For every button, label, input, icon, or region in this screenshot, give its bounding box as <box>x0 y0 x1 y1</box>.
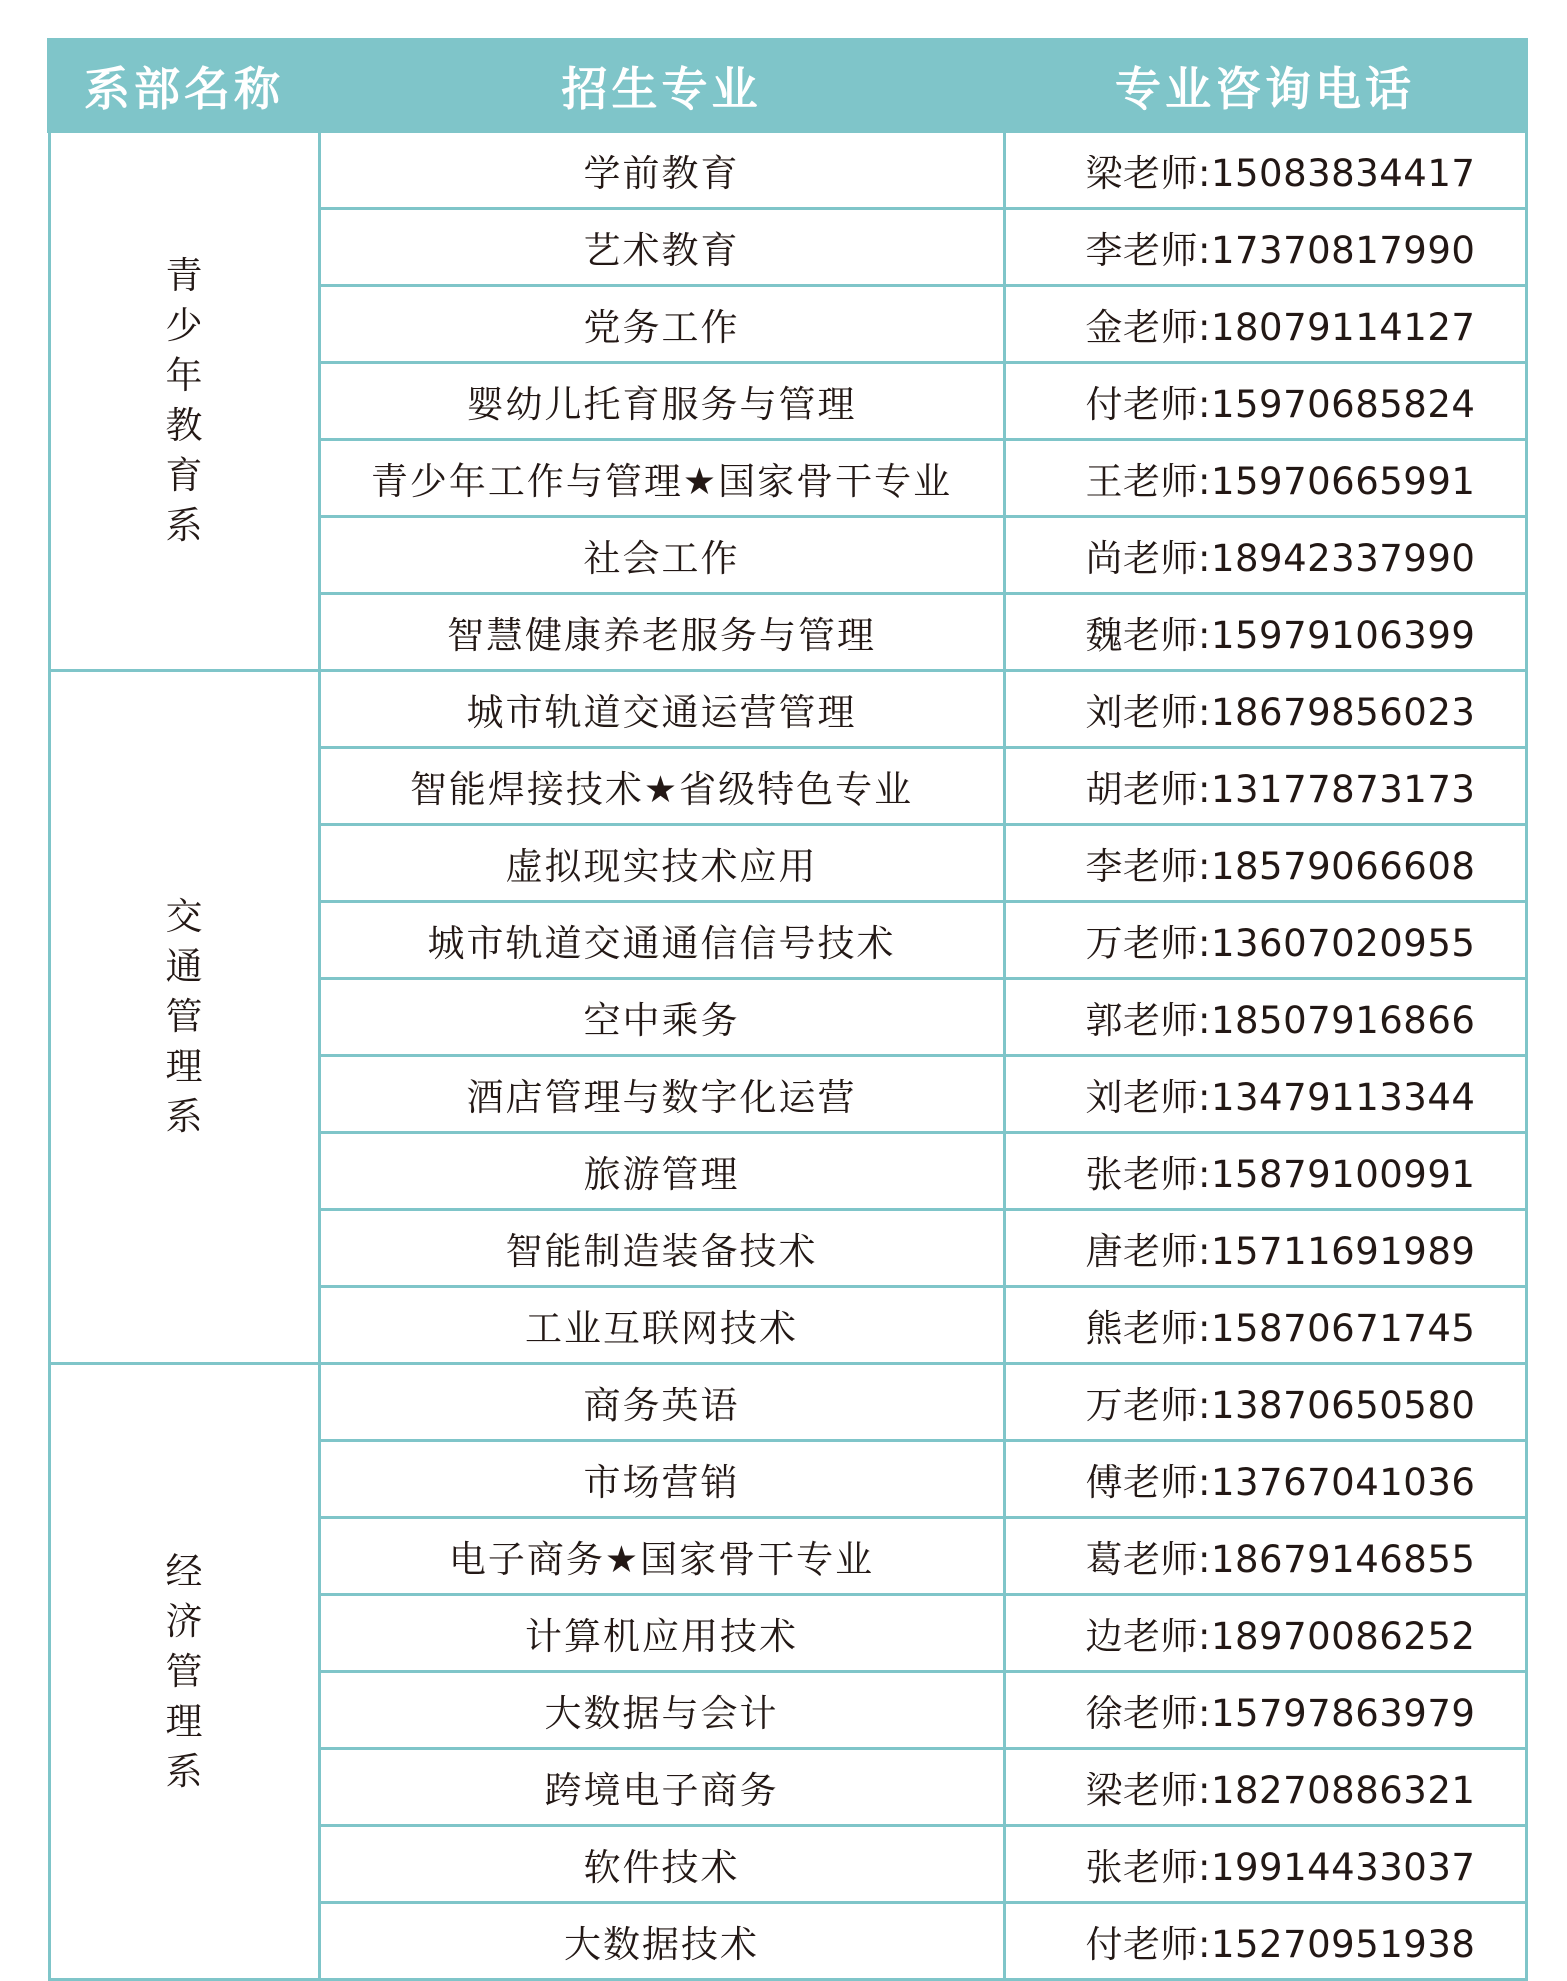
phone-cell: 刘老师:13479113344 <box>1004 1056 1526 1133</box>
phone-cell: 王老师:15970665991 <box>1004 440 1526 517</box>
major-cell: 社会工作 <box>319 517 1004 594</box>
table-body <box>49 131 1526 1980</box>
phone-cell: 熊老师:15870671745 <box>1004 1287 1526 1364</box>
department-name: 交 通 管 理 系 <box>49 671 319 1364</box>
major-cell: 艺术教育 <box>319 209 1004 286</box>
header-major: 招生专业 <box>319 40 1004 131</box>
major-cell: 党务工作 <box>319 286 1004 363</box>
header-phone: 专业咨询电话 <box>1004 40 1526 131</box>
department-name: 青 少 年 教 育 系 <box>49 131 319 671</box>
phone-cell: 金老师:18079114127 <box>1004 286 1526 363</box>
phone-cell: 付老师:15270951938 <box>1004 1903 1526 1980</box>
phone-cell: 尚老师:18942337990 <box>1004 517 1526 594</box>
phone-cell: 万老师:13607020955 <box>1004 902 1526 979</box>
major-cell: 跨境电子商务 <box>319 1749 1004 1826</box>
major-cell: 城市轨道交通运营管理 <box>319 671 1004 748</box>
major-cell: 婴幼儿托育服务与管理 <box>319 363 1004 440</box>
header-department: 系部名称 <box>49 40 319 131</box>
major-cell: 市场营销 <box>319 1441 1004 1518</box>
major-cell: 电子商务★国家骨干专业 <box>319 1518 1004 1595</box>
phone-cell: 徐老师:15797863979 <box>1004 1672 1526 1749</box>
table-row <box>49 1364 1526 1441</box>
header-row <box>49 40 1526 131</box>
phone-cell: 郭老师:18507916866 <box>1004 979 1526 1056</box>
phone-cell: 付老师:15970685824 <box>1004 363 1526 440</box>
major-cell: 虚拟现实技术应用 <box>319 825 1004 902</box>
major-cell: 智慧健康养老服务与管理 <box>319 594 1004 671</box>
major-cell: 学前教育 <box>319 131 1004 209</box>
phone-cell: 张老师:19914433037 <box>1004 1826 1526 1903</box>
phone-cell: 葛老师:18679146855 <box>1004 1518 1526 1595</box>
major-cell: 智能焊接技术★省级特色专业 <box>319 748 1004 825</box>
phone-cell: 万老师:13870650580 <box>1004 1364 1526 1441</box>
major-cell: 软件技术 <box>319 1826 1004 1903</box>
phone-cell: 边老师:18970086252 <box>1004 1595 1526 1672</box>
table-row <box>49 131 1526 209</box>
phone-cell: 梁老师:18270886321 <box>1004 1749 1526 1826</box>
major-cell: 大数据技术 <box>319 1903 1004 1980</box>
phone-cell: 梁老师:15083834417 <box>1004 131 1526 209</box>
major-cell: 城市轨道交通通信信号技术 <box>319 902 1004 979</box>
phone-cell: 刘老师:18679856023 <box>1004 671 1526 748</box>
major-cell: 计算机应用技术 <box>319 1595 1004 1672</box>
major-cell: 空中乘务 <box>319 979 1004 1056</box>
major-cell: 智能制造装备技术 <box>319 1210 1004 1287</box>
major-cell: 旅游管理 <box>319 1133 1004 1210</box>
phone-cell: 李老师:17370817990 <box>1004 209 1526 286</box>
major-cell: 酒店管理与数字化运营 <box>319 1056 1004 1133</box>
major-cell: 大数据与会计 <box>319 1672 1004 1749</box>
department-name: 经 济 管 理 系 <box>49 1364 319 1980</box>
major-cell: 青少年工作与管理★国家骨干专业 <box>319 440 1004 517</box>
phone-cell: 傅老师:13767041036 <box>1004 1441 1526 1518</box>
enrollment-table <box>47 38 1528 1981</box>
phone-cell: 胡老师:13177873173 <box>1004 748 1526 825</box>
major-cell: 商务英语 <box>319 1364 1004 1441</box>
phone-cell: 张老师:15879100991 <box>1004 1133 1526 1210</box>
phone-cell: 唐老师:15711691989 <box>1004 1210 1526 1287</box>
table-row <box>49 671 1526 748</box>
major-cell: 工业互联网技术 <box>319 1287 1004 1364</box>
phone-cell: 李老师:18579066608 <box>1004 825 1526 902</box>
phone-cell: 魏老师:15979106399 <box>1004 594 1526 671</box>
